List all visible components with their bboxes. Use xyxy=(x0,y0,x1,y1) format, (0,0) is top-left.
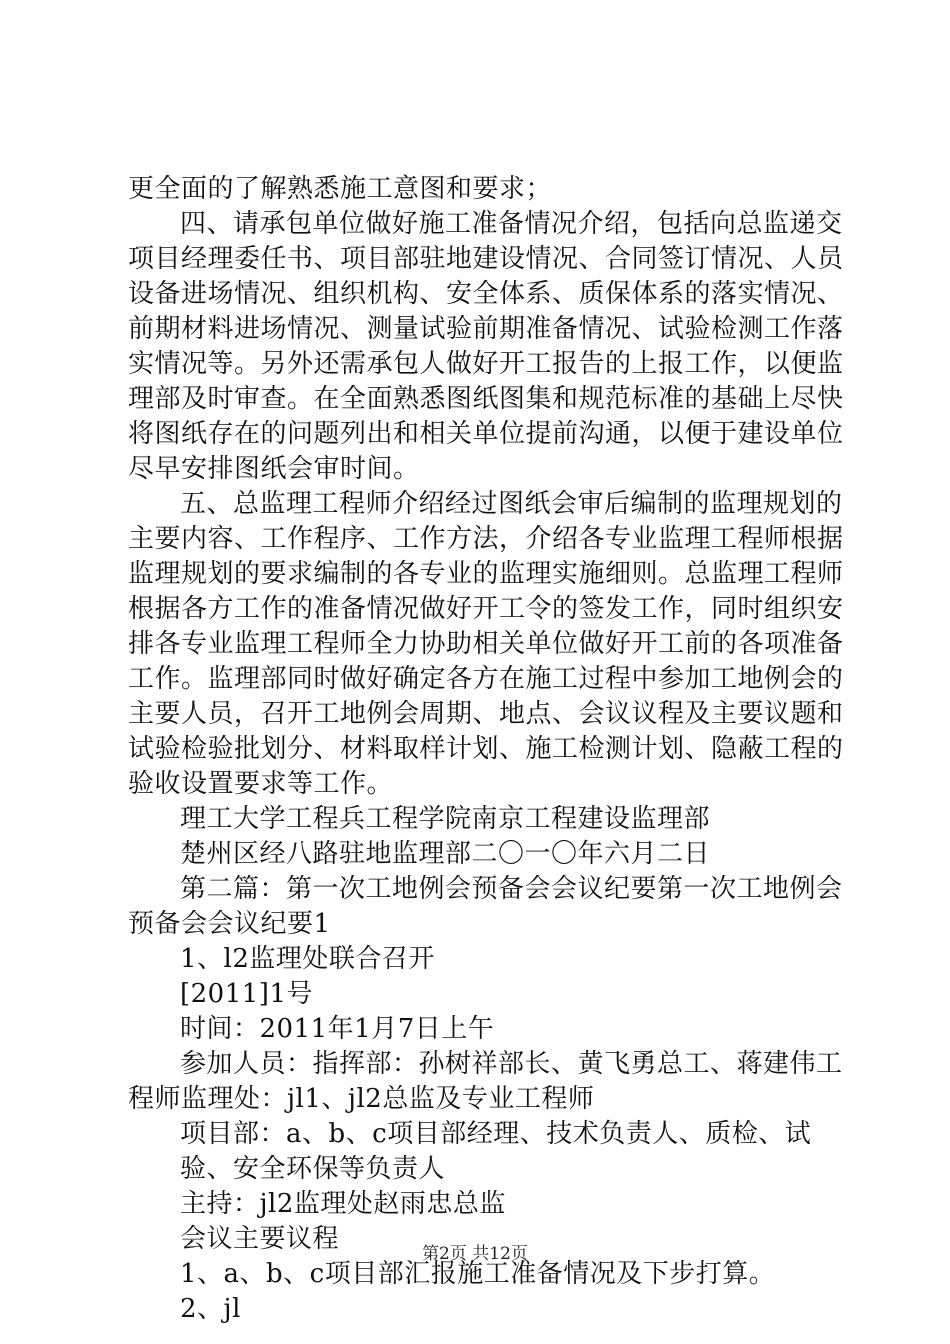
text-line: 1、l2监理处联合召开 xyxy=(180,944,435,974)
text-line: 根据各方工作的准备情况做好开工令的签发工作，同时组织安 xyxy=(128,594,844,624)
section-heading: 预备会会议纪要1 xyxy=(128,909,331,939)
text-line: 将图纸存在的问题列出和相关单位提前沟通，以便于建设单位 xyxy=(128,419,844,449)
text-line: 工作。监理部同时做好确定各方在施工过程中参加工地例会的 xyxy=(128,664,844,694)
text-line: 更全面的了解熟悉施工意图和要求； xyxy=(128,174,553,204)
text-line: 时间：2011年1月7日上午 xyxy=(180,1014,495,1044)
text-line: 四、请承包单位做好施工准备情况介绍，包括向总监递交 xyxy=(180,209,843,239)
text-line: 理部及时审查。在全面熟悉图纸图集和规范标准的基础上尽快 xyxy=(128,384,844,414)
text-line: 理工大学工程兵工程学院南京工程建设监理部 xyxy=(180,804,711,834)
text-line: 程师监理处：jl1、jl2总监及专业工程师 xyxy=(128,1084,595,1114)
text-line: 主要人员，召开工地例会周期、地点、会议议程及主要议题和 xyxy=(128,699,844,729)
text-line: 试验检验批划分、材料取样计划、施工检测计划、隐蔽工程的 xyxy=(128,734,844,764)
text-line: 参加人员：指挥部：孙树祥部长、黄飞勇总工、蒋建伟工 xyxy=(180,1049,843,1079)
text-line: 五、总监理工程师介绍经过图纸会审后编制的监理规划的 xyxy=(180,489,843,519)
text-line: 设备进场情况、组织机构、安全体系、质保体系的落实情况、 xyxy=(128,279,844,309)
text-line: 主持：jl2监理处赵雨忠总监 xyxy=(180,1189,506,1219)
text-line: 主要内容、工作程序、工作方法，介绍各专业监理工程师根据 xyxy=(128,524,844,554)
text-line: 验、安全环保等负责人 xyxy=(180,1154,446,1184)
text-line: 2、jl xyxy=(180,1294,241,1324)
section-heading: 第二篇：第一次工地例会预备会会议纪要第一次工地例会 xyxy=(180,874,843,904)
page-footer xyxy=(0,1243,950,1265)
text-line: 项目经理委任书、项目部驻地建设情况、合同签订情况、人员 xyxy=(128,244,844,274)
text-line: 排各专业监理工程师全力协助相关单位做好开工前的各项准备 xyxy=(128,629,844,659)
document-body xyxy=(128,172,844,1327)
text-line: [2011]1号 xyxy=(180,979,313,1009)
page-number: 第2页 共12页 xyxy=(422,1244,528,1264)
text-line: 监理规划的要求编制的各专业的监理实施细则。总监理工程师 xyxy=(128,559,844,589)
text-line: 验收设置要求等工作。 xyxy=(128,769,394,799)
text-line: 实情况等。另外还需承包人做好开工报告的上报工作，以便监 xyxy=(128,349,844,379)
text-line: 尽早安排图纸会审时间。 xyxy=(128,454,420,484)
text-line: 项目部：a、b、c项目部经理、技术负责人、质检、试 xyxy=(180,1119,812,1149)
text-line: 1、a、b、c项目部汇报施工准备情况及下步打算。 xyxy=(180,1259,776,1289)
text-line: 会议主要议程 xyxy=(180,1224,340,1254)
text-line: 前期材料进场情况、测量试验前期准备情况、试验检测工作落 xyxy=(128,314,844,344)
text-line: 楚州区经八路驻地监理部二〇一〇年六月二日 xyxy=(180,839,711,869)
